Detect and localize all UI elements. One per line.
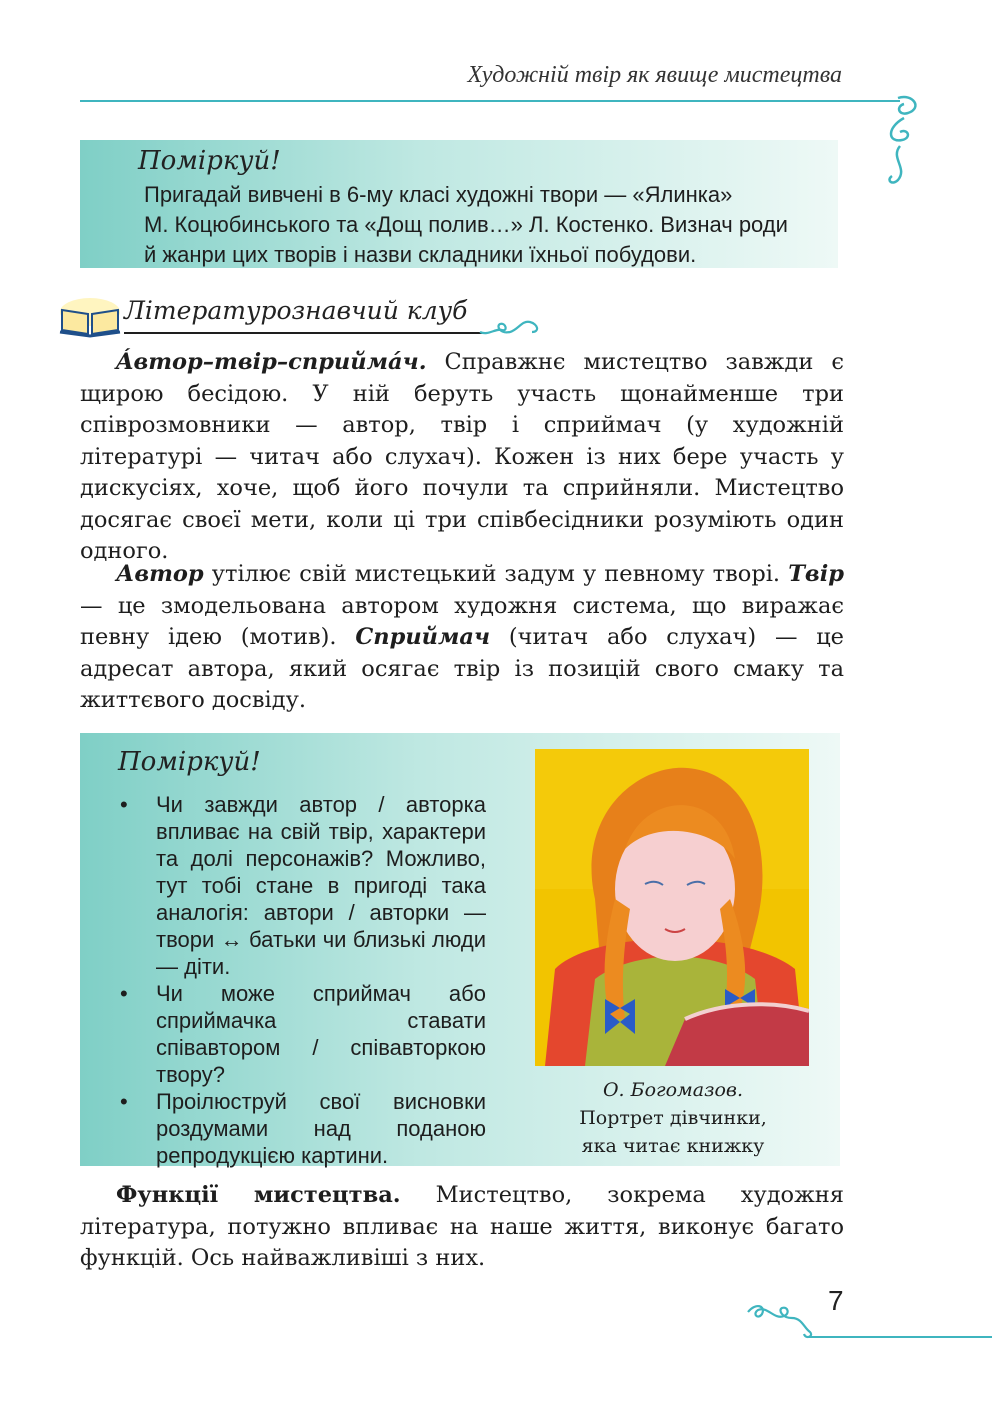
- club-swirl-ornament: [478, 308, 548, 338]
- painting-reproduction: [535, 749, 809, 1066]
- term-work: Твір: [788, 561, 844, 587]
- paragraph-text: утілює свій мистецький задум у певному творі.: [203, 561, 789, 587]
- caption-line: яка читає книжку: [581, 1135, 765, 1157]
- paragraph-text: — це змодельована автором художня система, що виражає певну ідею (мотив).: [80, 592, 844, 650]
- paragraph-text: Справжнє мистецтво завжди є щирою бесідою. У ній беруть участь щонайменше три співрозмовники — автор, твір і сприймач (у художній літературі — читач або слухач). Кожен із них бере участь у дискусіях, хоче, щоб його почули та сприйняли. Мистецтво досягає своєї мети, коли ці три співбесідники розуміють один одного.: [80, 349, 844, 564]
- paragraph-functions: [80, 1180, 844, 1275]
- bullet-item: • Проілюструй свої висновки роздумами над поданою репродукцією картини.: [116, 1088, 486, 1169]
- think-box-title: Поміркуй!: [138, 146, 281, 176]
- bullet-item: • Чи може сприймач або сприймачка ставати співавтором / співавторкою твору?: [116, 980, 486, 1088]
- bullet-item: • Чи завжди автор / авторка впливає на свій твір, характери та долі персонажів? Можливо, тут тобі стане в пригоді така аналогія: автори / авторки — твори ↔ батьки чи близькі люди — діти.: [116, 791, 486, 980]
- think-box-title: Поміркуй!: [118, 747, 261, 777]
- think-box-1: [80, 140, 838, 268]
- term-functions: Функції мистецтва.: [116, 1182, 401, 1208]
- club-heading: [58, 294, 548, 340]
- think-box-text: [144, 180, 844, 270]
- footer-rule: [808, 1336, 992, 1338]
- think-box-bullet-list: [116, 791, 486, 1169]
- think-box-line: М. Коцюбинського та «Дощ полив…» Л. Костенко. Визнач роди: [144, 212, 788, 237]
- paragraph-text: Мистецтво, зокрема художня література, потужно впливає на наше життя, виконує багато функцій. Ось найважливіші з них.: [80, 1182, 844, 1271]
- header-swirl-ornament: [868, 88, 928, 198]
- header-rule: [80, 100, 900, 102]
- club-title: Літературознавчий клуб: [124, 296, 468, 325]
- paragraph-author-work-reader: [80, 347, 844, 568]
- think-box-line: й жанри цих творів і назви складники їхньої побудови.: [144, 242, 697, 267]
- page-number: 7: [828, 1285, 844, 1316]
- term-author: Автор: [116, 561, 204, 587]
- paragraph-text: (читач або слухач) — це адресат автора, який осягає твір із позицій свого смаку та життєвого досвіду.: [80, 624, 844, 713]
- painting-caption: [520, 1076, 826, 1160]
- caption-line: Портрет дівчинки,: [579, 1107, 767, 1129]
- running-header-title: Художній твір як явище мистецтва: [467, 62, 842, 88]
- caption-author: О. Богомазов.: [602, 1079, 744, 1101]
- think-box-line: Пригадай вивчені в 6-му класі художні твори — «Ялинка»: [144, 182, 733, 207]
- paragraph-definitions: [80, 559, 844, 717]
- club-underline: [124, 332, 484, 334]
- girl-reading-painting: [535, 749, 809, 1066]
- open-book-icon: [58, 296, 122, 338]
- term-reader: Сприймач: [355, 624, 491, 650]
- term-author-work-reader: Áвтор–твір–сприймáч.: [116, 349, 427, 375]
